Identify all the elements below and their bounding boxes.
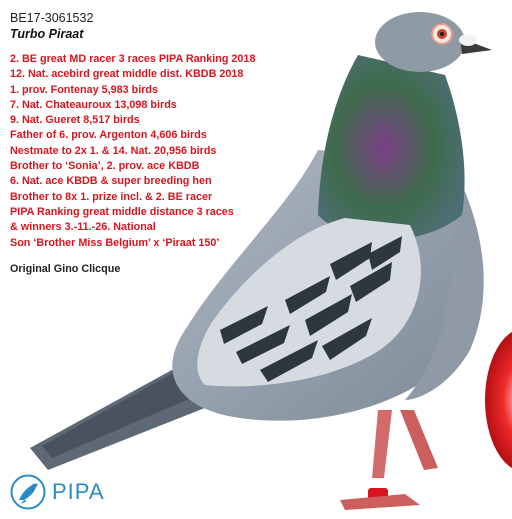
achievement-item: 2. BE great MD racer 3 races PIPA Ranking 2018 bbox=[10, 53, 256, 65]
red-cushion bbox=[485, 328, 512, 472]
achievement-item: 7. Nat. Chateauroux 13,098 birds bbox=[10, 98, 177, 111]
pigeon-neck bbox=[318, 55, 465, 239]
ring-number: BE17-3061532 bbox=[10, 11, 94, 25]
achievement-item: Brother to 8x 1. prize incl. & 2. BE racer bbox=[10, 190, 213, 203]
achievement-item: Nestmate to 2x 1. & 14. Nat. 20,956 birds bbox=[10, 144, 217, 157]
pipa-logo-text: PIPA bbox=[52, 479, 105, 504]
achievement-item: Son ‘Brother Miss Belgium’ x ‘Piraat 150’ bbox=[10, 236, 220, 249]
pigeon-leg bbox=[372, 410, 392, 478]
pipa-logo bbox=[10, 474, 105, 510]
bird-name: Turbo Piraat bbox=[10, 27, 84, 41]
pedigree-text bbox=[10, 10, 300, 275]
achievement-item: PIPA Ranking great middle distance 3 races bbox=[10, 205, 234, 218]
origin-line: Original Gino Clicque bbox=[10, 262, 121, 275]
achievement-item: 6. Nat. ace KBDB & super breeding hen bbox=[10, 175, 212, 188]
achievements-list bbox=[10, 52, 300, 251]
achievement-item: 12. Nat. acebird great middle dist. KBDB 2018 bbox=[10, 68, 244, 81]
achievement-item: & winners 3.-11.-26. National bbox=[10, 221, 156, 234]
achievement-item: Father of 6. prov. Argenton 4,606 birds bbox=[10, 129, 207, 142]
achievement-item: Brother to ‘Sonia’, 2. prov. ace KBDB bbox=[10, 160, 200, 173]
pipa-pigeon-icon bbox=[10, 474, 46, 510]
achievement-item: 9. Nat. Gueret 8,517 birds bbox=[10, 114, 140, 127]
achievement-item: 1. prov. Fontenay 5,983 birds bbox=[10, 83, 159, 96]
pigeon-head bbox=[375, 12, 465, 72]
